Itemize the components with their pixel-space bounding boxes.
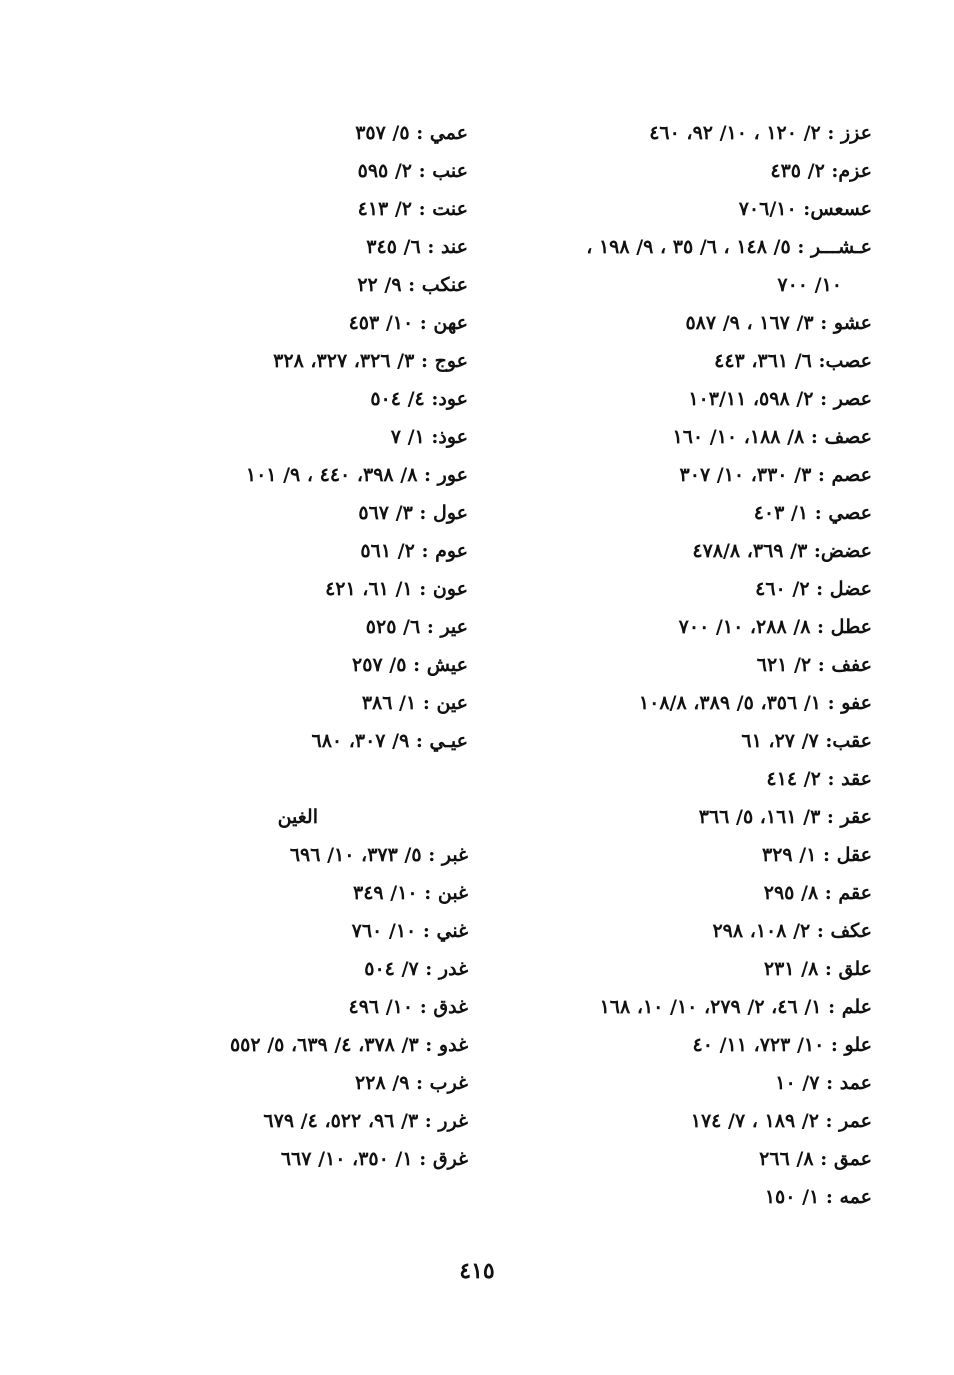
index-entry: عون : ١/ ٦١، ٤٢١ <box>325 578 468 600</box>
index-entry: عيـي : ٩/ ٣٠٧، ٦٨٠ <box>311 730 468 752</box>
index-entry: غدر : ٧/ ٥٠٤ <box>364 958 468 980</box>
index-entry-continuation: ١٠/ ٧٠٠ <box>777 274 842 296</box>
index-entry: عـشـــر : ٥/ ١٤٨ ، ٦/ ٣٥ ، ٩/ ١٩٨ ، <box>586 236 872 258</box>
index-entry: عضض: ٣/ ٣٦٩، ٤٧٨/٨ <box>692 540 872 562</box>
index-entry: عقل : ١/ ٣٢٩ <box>762 844 872 866</box>
index-entry: عور : ٨/ ٣٩٨، ٤٤٠ ، ٩/ ١٠١ <box>245 464 468 486</box>
index-entry: عصم : ٣/ ٣٣٠، ١٠/ ٣٠٧ <box>679 464 872 486</box>
index-entry: عنكب : ٩/ ٢٢ <box>357 274 468 296</box>
index-entry: عيش : ٥/ ٢٥٧ <box>352 654 468 676</box>
index-entry: عقد : ٢/ ٤١٤ <box>766 768 872 790</box>
section-heading-ghain: الغين <box>277 806 318 828</box>
index-entry: عشو : ٣/ ١٦٧ ، ٩/ ٥٨٧ <box>685 312 872 334</box>
index-entry: غرر : ٣/ ٩٦، ٥٢٢، ٤/ ٦٧٩ <box>263 1110 468 1132</box>
page-number: ٤١٥ <box>459 1258 495 1284</box>
index-entry: غدو : ٣/ ٣٧٨، ٤/ ٦٣٩، ٥/ ٥٥٢ <box>229 1034 468 1056</box>
index-entry: غرب : ٩/ ٢٢٨ <box>355 1072 468 1094</box>
index-entry: عير : ٦/ ٥٢٥ <box>365 616 468 638</box>
index-entry: عمد : ٧/ ١٠ <box>775 1072 872 1094</box>
index-entry: علو : ١٠/ ٧٢٣، ١١/ ٤٠ <box>692 1034 872 1056</box>
index-entry: علم : ١/ ٤٦، ٢/ ٢٧٩، ١٠/ ١٠، ١٦٨ <box>599 996 872 1018</box>
right-index-column <box>432 114 872 1216</box>
section-spacer <box>168 760 468 798</box>
index-entry: عهن : ١٠/ ٤٥٣ <box>348 312 468 334</box>
index-entry: علق : ٨/ ٢٣١ <box>763 958 872 980</box>
index-entry: عصب: ٦/ ٣٦١، ٤٤٣ <box>714 350 872 372</box>
index-entry: عمي : ٥/ ٣٥٧ <box>355 122 468 144</box>
index-entry: عزز : ٢/ ١٢٠ ، ١٠/ ٩٢، ٤٦٠ <box>649 122 872 144</box>
index-entry: عكف : ٢/ ١٠٨، ٢٩٨ <box>712 920 872 942</box>
index-entry: عند : ٦/ ٣٤٥ <box>366 236 468 258</box>
index-entry: عين : ١/ ٣٨٦ <box>361 692 468 714</box>
index-entry: عود: ٤/ ٥٠٤ <box>370 388 468 410</box>
index-entry: غبن : ١٠/ ٣٤٩ <box>353 882 468 904</box>
index-entry: غدق : ١٠/ ٤٩٦ <box>348 996 468 1018</box>
index-entry: عمر : ٢/ ١٨٩ ، ٧/ ١٧٤ <box>690 1110 872 1132</box>
index-entry: عنب : ٢/ ٥٩٥ <box>357 160 468 182</box>
index-entry: عزم: ٢/ ٤٣٥ <box>770 160 872 182</box>
index-entry: عول : ٣/ ٥٦٧ <box>358 502 468 524</box>
index-entry: عسعس: ٧٠٦/١٠ <box>738 198 872 220</box>
index-entry: عطل : ٨/ ٢٨٨، ١٠/ ٧٠٠ <box>678 616 872 638</box>
index-entry: عنت : ٢/ ٤١٣ <box>357 198 468 220</box>
index-entry: عصر : ٢/ ٥٩٨، ١٠٣/١١ <box>688 388 872 410</box>
index-entry: عفف : ٢/ ٦٢١ <box>756 654 872 676</box>
index-entry: عضل : ٢/ ٤٦٠ <box>755 578 872 600</box>
index-entry: عمق : ٨/ ٢٦٦ <box>759 1148 872 1170</box>
index-entry: عقم : ٨/ ٢٩٥ <box>763 882 872 904</box>
index-entry: عقب: ٧/ ٢٧، ٦١ <box>741 730 872 752</box>
index-entry: عوج : ٣/ ٣٢٦، ٣٢٧، ٣٢٨ <box>273 350 468 372</box>
index-entry: عوذ: ١/ ٧ <box>390 426 468 448</box>
index-entry: عفو : ١/ ٣٥٦، ٥/ ٣٨٩، ١٠٨/٨ <box>638 692 872 714</box>
index-entry: غبر : ٥/ ٣٧٣، ١٠/ ٦٩٦ <box>289 844 468 866</box>
index-entry: عصف : ٨/ ١٨٨، ١٠/ ١٦٠ <box>672 426 872 448</box>
index-entry: عوم : ٢/ ٥٦١ <box>360 540 468 562</box>
index-entry: غني : ١٠/ ٧٦٠ <box>351 920 468 942</box>
left-index-column <box>168 114 468 1178</box>
index-entry: غرق : ١/ ٣٥٠، ١٠/ ٦٦٧ <box>280 1148 468 1170</box>
index-entry: عقر : ٣/ ١٦١، ٥/ ٣٦٦ <box>698 806 872 828</box>
index-entry: عمه : ١/ ١٥٠ <box>764 1186 872 1208</box>
index-entry: عصي : ١/ ٤٠٣ <box>753 502 872 524</box>
